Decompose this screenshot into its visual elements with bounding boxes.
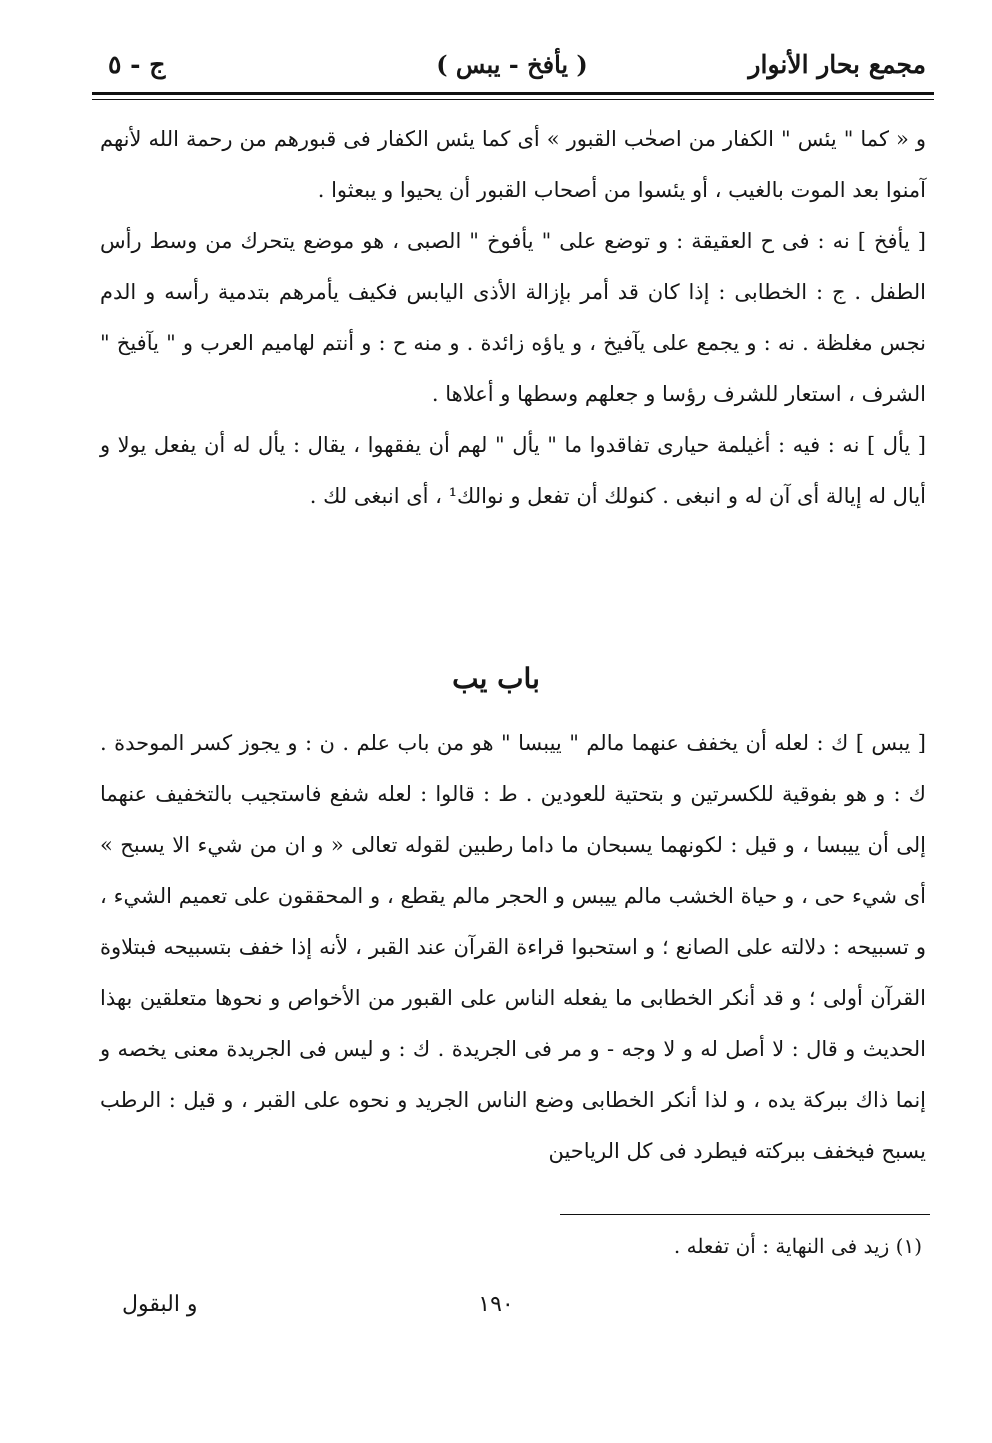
main-text-top xyxy=(100,114,926,522)
volume-label: ج - ٥ xyxy=(108,50,166,79)
main-text-bottom xyxy=(100,718,926,1177)
header-rule-thick xyxy=(92,92,934,95)
entry-range: ( يأفخ - يبس ) xyxy=(436,50,588,79)
paragraph-yafkh: [ يأفخ ] نه : فى ح العقيقة : و توضع على " يأفوخ " الصبى ، هو موضع يتحرك من وسط رأس الطفل . ج : الخطابى : إذا كان قد أمر بإزالة الأذى اليابس فكيف يأمرهم بتدمية رأسه و الدم نجس مغلظة . نه : و يجمع على يآفيخ ، و ياؤه زائدة . و منه ح : و أنتم لهاميم العرب و " يآفيخ " الشرف ، استعار للشرف رؤسا و جعلهم وسطها و أعلاها . xyxy=(100,229,926,406)
running-header xyxy=(92,42,932,90)
footnote-rule xyxy=(560,1214,930,1215)
footnote: (١) زيد فى النهاية : أن تفعله . xyxy=(673,1234,922,1258)
header-rule-thin xyxy=(92,99,934,100)
book-title: مجمع بحار الأنوار xyxy=(748,50,926,79)
section-heading: باب يب xyxy=(452,662,540,695)
paragraph-yabas: [ يبس ] ك : لعله أن يخفف عنهما مالم " ييبسا " هو من باب علم . ن : و يجوز كسر الموحدة . ك : و هو بفوقية للكسرتين و بتحتية للعودين . ط : قالوا : لعله شفع فاستجيب بالتخفيف عنهما إلى أن ييبسا ، و قيل : لكونهما يسبحان ما داما رطبين لقوله تعالى « و ان من شيء الا يسبح » أى شيء حى ، و حياة الخشب مالم ييبس و الحجر مالم يقطع ، و المحققون على تعميم الشيء ، و تسبيحه : دلالته على الصانع ؛ و استحبوا قراءة القرآن عند القبر ، لأنه إذا خفف بتسبيحه فبتلاوة القرآن أولى ؛ و قد أنكر الخطابى ما يفعله الناس على القبور من الأخواص و نحوها متعلقين بهذا الحديث و قال : لا أصل له و لا وجه - و مر فى الجريدة . ك : و ليس فى الجريدة معنى يخصه و إنما ذاك ببركة يده ، و لذا أنكر الخطابى وضع الناس الجريد و نحوه على القبر ، و قيل : الرطب يسبح فيخفف ببركته فيطرد فى كل الرياحين xyxy=(100,731,926,1163)
catchword: و البقول xyxy=(122,1292,198,1317)
page-number: ١٩٠ xyxy=(478,1292,514,1317)
paragraph-yal: [ يأل ] نه : فيه : أغيلمة حيارى تفاقدوا ما " يأل " لهم أن يفقهوا ، يقال : يأل له أن يفعل يولا و أيال له إيالة أى آن له و انبغى . كنولك أن تفعل و نوالك¹ ، أى انبغى لك . xyxy=(100,433,926,508)
paragraph-yaes: و « كما " يئس " الكفار من اصحٰب القبور » أى كما يئس الكفار فى قبورهم من رحمة الله لأنهم آمنوا بعد الموت بالغيب ، أو يئسوا من أصحاب القبور أن يحيوا و يبعثوا . xyxy=(100,127,926,202)
